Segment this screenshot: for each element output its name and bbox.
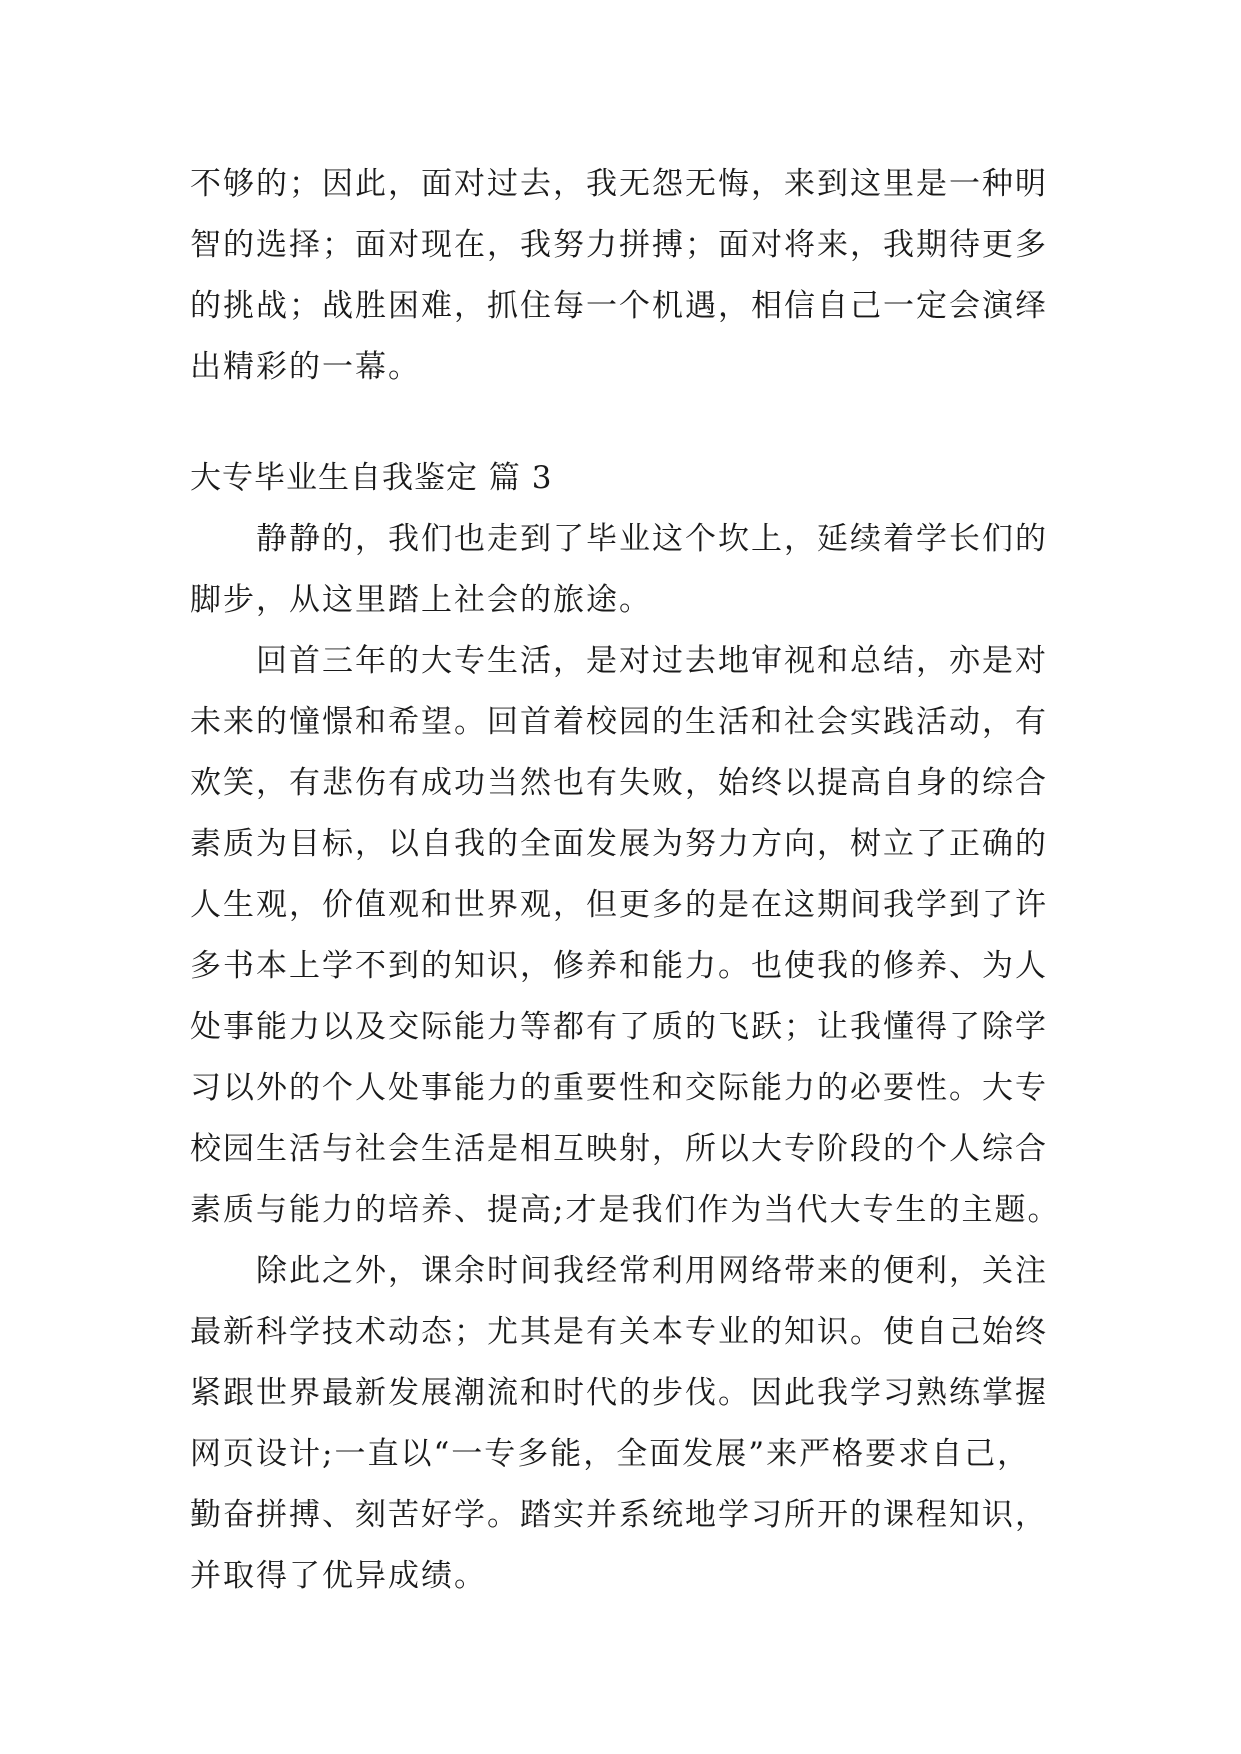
paragraph-1 [190,509,1060,631]
paragraph-2 [190,631,1060,1241]
text-line: 回首三年的大专生活，是对过去地审视和总结，亦是对 [256,643,1048,679]
text-line: 素质与能力的培养、提高;才是我们作为当代大专生的主题。 [190,1192,1061,1228]
text-line: 素质为目标，以自我的全面发展为努力方向，树立了正确的 [190,826,1048,862]
text-line: 欢笑，有悲伤有成功当然也有失败，始终以提高自身的综合 [190,765,1048,801]
text-line: 处事能力以及交际能力等都有了质的飞跃；让我懂得了除学 [190,1009,1048,1045]
text-line: 脚步，从这里踏上社会的旅途。 [190,582,652,618]
continued-paragraph [190,154,1060,398]
text-line: 并取得了优异成绩。 [190,1558,487,1594]
paragraph-3 [190,1241,1060,1607]
text-line: 出精彩的一幕。 [190,349,421,385]
text-line: 习以外的个人处事能力的重要性和交际能力的必要性。大专 [190,1070,1048,1106]
text-line: 静静的，我们也走到了毕业这个坎上，延续着学长们的 [256,521,1048,557]
text-line: 勤奋拼搏、刻苦好学。踏实并系统地学习所开的课程知识， [190,1497,1048,1533]
text-line: 紧跟世界最新发展潮流和时代的步伐。因此我学习熟练掌握 [190,1375,1048,1411]
text-line: 不够的；因此，面对过去，我无怨无悔，来到这里是一种明 [190,166,1048,202]
text-line: 校园生活与社会生活是相互映射，所以大专阶段的个人综合 [190,1131,1048,1167]
text-line: 人生观，价值观和世界观，但更多的是在这期间我学到了许 [190,887,1048,923]
section-gap [190,398,1060,448]
section-heading: 大专毕业生自我鉴定 篇 3 [190,460,553,496]
text-line: 最新科学技术动态；尤其是有关本专业的知识。使自己始终 [190,1314,1048,1350]
text-line: 除此之外，课余时间我经常利用网络带来的便利，关注 [256,1253,1048,1289]
text-line: 网页设计;一直以“一专多能，全面发展”来严格要求自己， [190,1436,1031,1472]
text-line: 的挑战；战胜困难，抓住每一个机遇，相信自己一定会演绎 [190,288,1048,324]
text-line: 多书本上学不到的知识，修养和能力。也使我的修养、为人 [190,948,1048,984]
text-line: 未来的憧憬和希望。回首着校园的生活和社会实践活动，有 [190,704,1048,740]
text-line: 智的选择；面对现在，我努力拼搏；面对将来，我期待更多 [190,227,1048,263]
document-body [190,154,1060,1607]
